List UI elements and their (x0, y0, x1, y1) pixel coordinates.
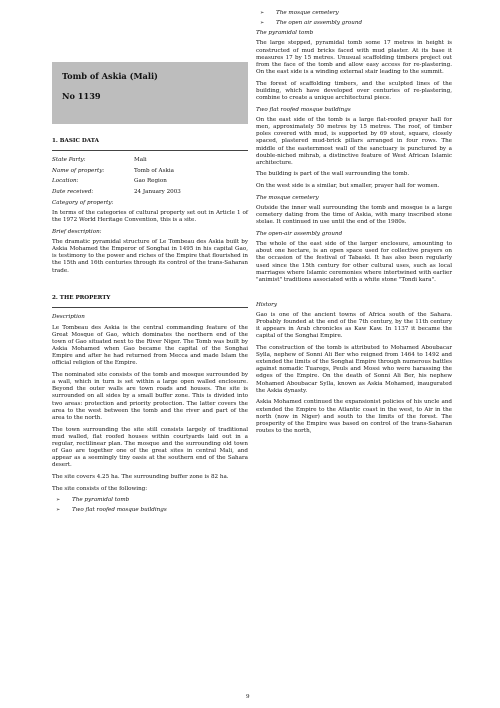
title-box (52, 62, 248, 124)
page-number: 9 (246, 694, 250, 700)
paragraph: The large stepped, pyramidal tomb some 17 metres in height is constructed of mud bricks faced with mud plaster. At its base it measures 17 by 15 metres. Unusual scaffolding timbers project out from the face of the tomb and allow easy access for re-plastering. On the east side is a winding external stair leading to the summit. (256, 40, 452, 76)
paragraph: The nominated site consists of the tomb and mosque surrounded by a wall, which in turn is set within a large open walled enclosure. Beyond the outer walls are town roads and houses. The site is surrounded on all sides by a small buffer zone. This is divided into two areas: protection and priority protection. The latter covers the area to the west between the tomb and the river and part of the area to the north. (52, 371, 248, 421)
category-text: In terms of the categories of cultural property set out in Article 1 of the 1972 World Heritage Convention, this is a site. (52, 209, 248, 224)
description-label: Description (52, 314, 85, 321)
paragraph: On the east side of the tomb is a large flat-roofed prayer hall for men, approximately 50 metres by 15 metres. The roof, of timber poles covered with mud, is supported by 69 stout, square, closely spaced, plastered mud-brick pillars arranged in four rows. The middle of the easternmost wall of the sanctuary is punctured by a double-niched mihrab, a distinctive feature of West African Islamic architecture. (256, 116, 452, 166)
site-list-continued (256, 10, 452, 27)
paragraph: The site consists of the following: (52, 485, 148, 492)
paragraph: The building is part of the wall surrounding the tomb. (256, 171, 410, 178)
brief-label: Brief description: (52, 228, 102, 235)
property-heading: 2. THE PROPERTY (52, 295, 111, 302)
brief-text: The dramatic pyramidal structure of Le Tombeau des Askia built by Askia Mohamed the Emperor of Songhai in 1495 in his capital Gao, is testimony to the power and riches of the Empire that flourished in the 15th and 16th centuries through its control of the trans-Saharan trade. (52, 238, 248, 274)
list-item: ➢ Two flat roofed mosque buildings (52, 507, 248, 514)
category-label: Category of property: (52, 199, 114, 206)
paragraph: Gao is one of the ancient towns of Africa south of the Sahara. Probably founded at the end of the 7th century, by the 11th century it appears in Arab chronicles as Kaw Kaw. In 1137 it became the capital of the Songhai Empire. (256, 311, 452, 340)
paragraph: The site covers 4.25 ha. The surrounding buffer zone is 82 ha. (52, 473, 229, 480)
divider (52, 150, 248, 151)
info-row: State Party: Mali (52, 157, 147, 164)
page-title: Tomb of Askia (Mali) (62, 71, 158, 81)
list-item: ➢ The mosque cemetery (256, 10, 452, 17)
paragraph: The town surrounding the site still consists largely of traditional mud walled, flat roofed houses within courtyards laid out in a regular, rectilinear plan. The mosque and the surrounding old town of Gao are together one of the great sites in central Mali, and appear as a seemingly tiny oasis at the southern end of the Sahara desert. (52, 426, 248, 469)
paragraph: Askia Mohamed continued the expansionist policies of his uncle and extended the Empire to the Atlantic coast in the west, to Air in the north (now in Niger) and south to the limits of the forest. The prosperity of the Empire was based on control of the trans-Saharan routes to the north, (256, 399, 452, 434)
assembly-label: The open-air assembly ground (256, 230, 343, 237)
nomination-number: No 1139 (62, 90, 101, 101)
paragraph: Outside the inner wall surrounding the tomb and mosque is a large cemetery dating from the time of Askia, with many inscribed stone stelae. It continued in use until the end of the 1980s. (256, 204, 452, 226)
left-column (52, 62, 248, 518)
paragraph: The construction of the tomb is attributed to Mohamed Aboubacar Sylla, nephew of Sonni Ali Ber who reigned from 1464 to 1492 and extended the limits of the Songhai Empire through numerous battles against nomadic Tuaregs, Peuls and Mossi who were harassing the edges of the Empire. On the death of Sonni Ali Ber, his nephew Mohamed Aboubacar Sylla, known as Askia Mohamed, inaugurated the Askia dynasty. (256, 344, 452, 394)
divider (52, 307, 248, 308)
paragraph: The whole of the east side of the larger enclosure, amounting to about one hectare, is an open space used for collective prayers on the occasion of the festival of Tabaski. It has also been regularly used since the 15th century for other cultural uses, such as local marriages where Islamic ceremonies where intertwined with earlier "animist" traditions associated with a white stone "Tondi kara". (256, 241, 452, 283)
list-item: ➢ The open air assembly ground (256, 20, 452, 27)
info-row: Name of property: Tomb of Askia (52, 167, 174, 174)
info-row: Location: Gao Region (52, 178, 167, 185)
history-label: History (256, 301, 277, 308)
right-column (256, 10, 452, 440)
paragraph: The forest of scaffolding timbers, and the sculpted lines of the building, which have developed over centuries of re-plastering, combine to create a unique architectural piece. (256, 80, 452, 102)
mosque-label: Two flat roofed mosque buildings (256, 106, 351, 113)
basic-data-heading: 1. BASIC DATA (52, 138, 99, 144)
paragraph: On the west side is a similar, but smaller, prayer hall for women. (256, 183, 440, 190)
site-list (52, 497, 248, 514)
info-row: Date received: 24 January 2003 (52, 189, 181, 196)
pyramidal-label: The pyramidal tomb (256, 30, 314, 37)
cemetery-label: The mosque cemetery (256, 194, 319, 201)
list-item: ➢ The pyramidal tomb (52, 497, 248, 504)
paragraph: Le Tombeau des Askia is the central commanding feature of the Great Mosque of Gao, which dominates the northern end of the town of Gao situated next to the River Niger. The Tomb was built by Askia Mohamed when Gao became the capital of the Songhai Empire and after he had returned from Mecca and made Islam the official religion of the Empire. (52, 324, 248, 367)
